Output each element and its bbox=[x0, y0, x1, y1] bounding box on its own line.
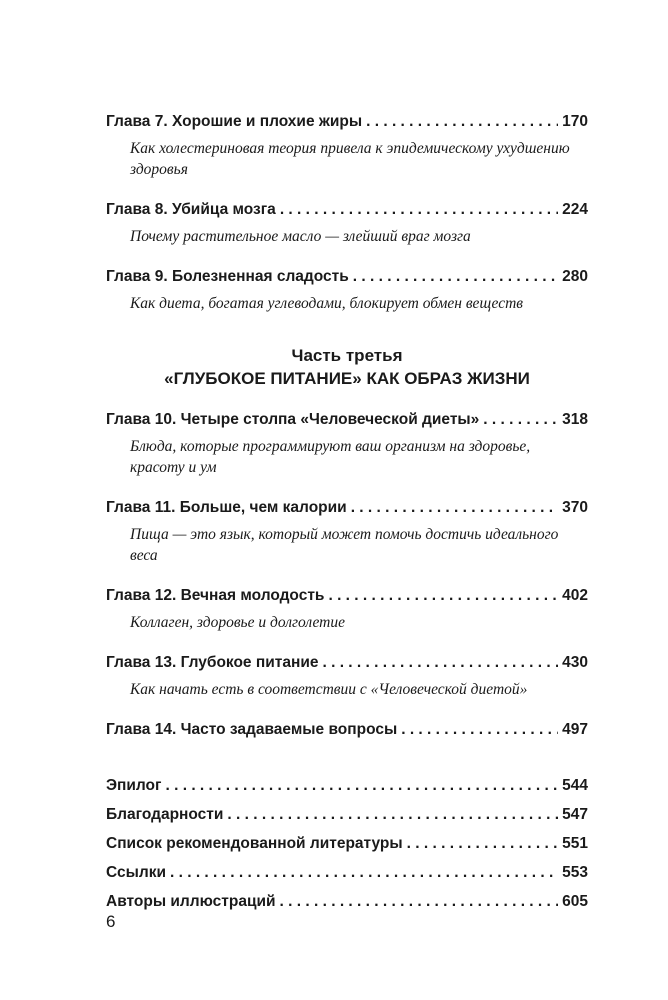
table-of-contents bbox=[106, 112, 588, 921]
chapter-subtitle: Блюда, которые программируют ваш организм на здоровье, красоту и ум bbox=[130, 438, 531, 476]
toc-entry-acknowledgements bbox=[106, 805, 588, 825]
toc-entry-recommended-reading bbox=[106, 834, 588, 854]
chapter-title: Глава 12. Вечная молодость bbox=[106, 587, 325, 604]
chapter-page-number: 280 bbox=[562, 268, 588, 285]
leader-dots bbox=[407, 834, 558, 854]
chapter-title: Глава 14. Часто задаваемые вопросы bbox=[106, 721, 398, 738]
chapter-page-number: 370 bbox=[562, 499, 588, 516]
chapter-page-number: 224 bbox=[562, 201, 588, 218]
part-heading bbox=[106, 344, 588, 390]
toc-entry-epilogue bbox=[106, 776, 588, 796]
leader-dots bbox=[353, 267, 558, 287]
toc-entry bbox=[106, 720, 588, 740]
chapter-title: Глава 10. Четыре столпа «Человеческой диеты» bbox=[106, 411, 480, 428]
chapter-subtitle: Как начать есть в соответствии с «Человеческой диетой» bbox=[130, 681, 528, 698]
leader-dots bbox=[328, 586, 558, 606]
chapter-title: Глава 8. Убийца мозга bbox=[106, 201, 276, 218]
leader-dots bbox=[401, 720, 558, 740]
entry-page-number: 544 bbox=[562, 777, 588, 794]
entry-page-number: 553 bbox=[562, 864, 588, 881]
part-title: «ГЛУБОКОЕ ПИТАНИЕ» КАК ОБРАЗ ЖИЗНИ bbox=[164, 369, 530, 388]
toc-entry bbox=[106, 200, 588, 220]
entry-page-number: 551 bbox=[562, 835, 588, 852]
toc-chapter-7 bbox=[106, 112, 588, 180]
chapter-title: Глава 13. Глубокое питание bbox=[106, 654, 319, 671]
back-matter-list bbox=[106, 776, 588, 912]
toc-entry bbox=[106, 653, 588, 673]
toc-entry bbox=[106, 498, 588, 518]
entry-page-number: 547 bbox=[562, 806, 588, 823]
part-number: Часть третья bbox=[291, 346, 403, 365]
leader-dots bbox=[366, 112, 558, 132]
entry-page-number: 605 bbox=[562, 893, 588, 910]
leader-dots bbox=[483, 410, 558, 430]
leader-dots bbox=[227, 805, 558, 825]
toc-chapter-13 bbox=[106, 653, 588, 700]
leader-dots bbox=[165, 776, 558, 796]
toc-entry bbox=[106, 112, 588, 132]
chapter-subtitle: Коллаген, здоровье и долголетие bbox=[130, 614, 346, 631]
leader-dots bbox=[280, 892, 559, 912]
toc-entry bbox=[106, 267, 588, 287]
page-number: 6 bbox=[106, 912, 116, 931]
chapter-title: Глава 7. Хорошие и плохие жиры bbox=[106, 113, 363, 130]
leader-dots bbox=[351, 498, 558, 518]
chapter-subtitle: Как холестериновая теория привела к эпидемическому ухудшению здоровья bbox=[130, 140, 570, 178]
chapter-subtitle: Как диета, богатая углеводами, блокирует обмен веществ bbox=[130, 295, 524, 312]
toc-chapter-8 bbox=[106, 200, 588, 247]
chapter-title: Глава 11. Больше, чем калории bbox=[106, 499, 347, 516]
chapter-subtitle: Почему растительное масло — злейший враг мозга bbox=[130, 228, 471, 245]
entry-title: Эпилог bbox=[106, 777, 162, 794]
toc-entry bbox=[106, 410, 588, 430]
chapter-page-number: 402 bbox=[562, 587, 588, 604]
chapter-subtitle: Пища — это язык, который может помочь достичь идеального веса bbox=[130, 526, 559, 564]
chapter-page-number: 318 bbox=[562, 411, 588, 428]
entry-title: Список рекомендованной литературы bbox=[106, 835, 403, 852]
leader-dots bbox=[322, 653, 558, 673]
leader-dots bbox=[280, 200, 558, 220]
leader-dots bbox=[170, 863, 558, 883]
chapter-page-number: 170 bbox=[562, 113, 588, 130]
toc-chapter-14 bbox=[106, 720, 588, 740]
toc-chapter-10 bbox=[106, 410, 588, 478]
chapter-title: Глава 9. Болезненная сладость bbox=[106, 268, 349, 285]
toc-chapter-12 bbox=[106, 586, 588, 633]
chapter-page-number: 430 bbox=[562, 654, 588, 671]
toc-entry-references bbox=[106, 863, 588, 883]
entry-title: Авторы иллюстраций bbox=[106, 893, 276, 910]
toc-entry-illustration-credits bbox=[106, 892, 588, 912]
entry-title: Благодарности bbox=[106, 806, 224, 823]
toc-chapter-9 bbox=[106, 267, 588, 314]
entry-title: Ссылки bbox=[106, 864, 166, 881]
toc-chapter-11 bbox=[106, 498, 588, 566]
chapter-page-number: 497 bbox=[562, 721, 588, 738]
toc-entry bbox=[106, 586, 588, 606]
